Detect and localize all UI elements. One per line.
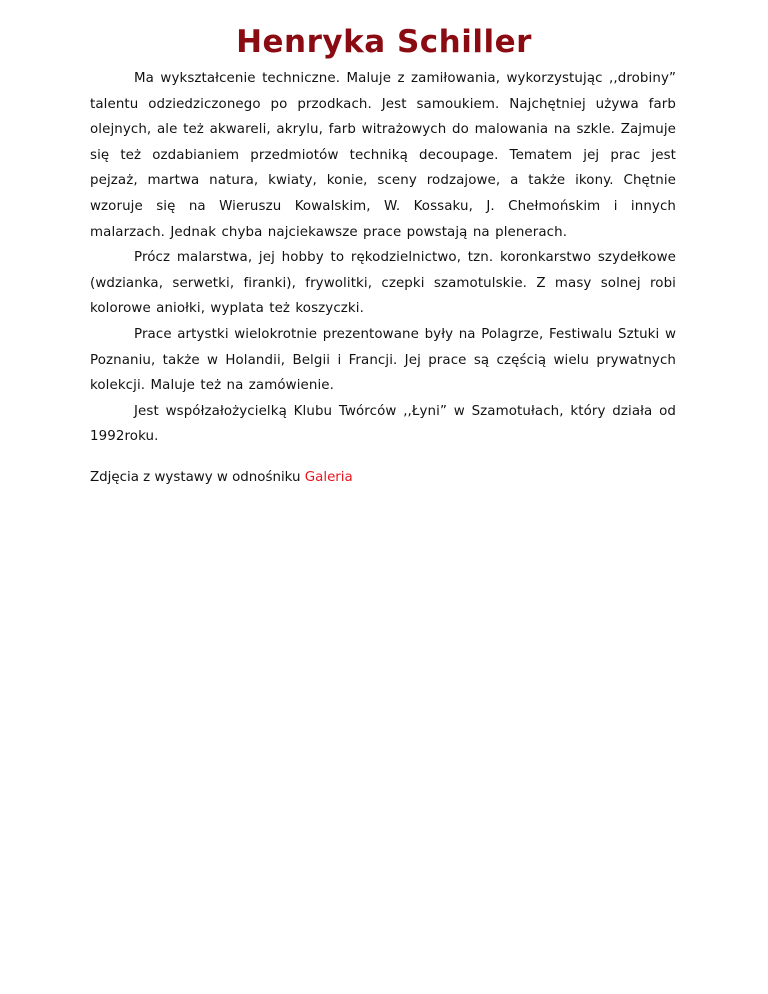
page-title: Henryka Schiller xyxy=(236,24,532,60)
gallery-prefix-text: Zdjęcia z wystawy w odnośniku xyxy=(90,470,305,485)
paragraph-education: Ma wykształcenie techniczne. Maluje z zamiłowania, wykorzystując ,,drobiny” talentu odziedziczonego po przodkach. Jest samoukiem. Najchętniej używa farb olejnych, ale też akwareli, akrylu, farb witrażowych do malowania na szkle. Zajmuje się też ozdabianiem przedmiotów techniką decoupage. Tematem jej prac jest pejzaż, martwa natura, kwiaty, konie, sceny rodzajowe, a także ikony. Chętnie wzoruje się na Wieruszu Kowalskim, W. Kossaku, J. Chełmońskim i innych malarzach. Jednak chyba najciekawsze prace powstają na plenerach. xyxy=(90,71,676,240)
paragraph-club: Jest współzałożycielką Klubu Twórców ,,Łyni” w Szamotułach, który działa od 1992roku. xyxy=(90,403,676,445)
gallery-reference xyxy=(90,465,353,491)
paragraph-exhibitions: Prace artystki wielokrotnie prezentowane były na Polagrze, Festiwalu Sztuki w Poznaniu, także w Holandii, Belgii i Francji. Jej prace są częścią wielu prywatnych kolekcji. Maluje też na zamówienie. xyxy=(90,326,676,394)
biography-text xyxy=(90,66,676,450)
paragraph-hobby: Prócz malarstwa, jej hobby to rękodzielnictwo, tzn. koronkarstwo szydełkowe (wdzianka, serwetki, firanki), frywolitki, czepki szamotulskie. Z masy solnej robi kolorowe aniołki, wyplata też koszyczki. xyxy=(90,250,676,317)
gallery-link[interactable]: Galeria xyxy=(304,470,353,485)
